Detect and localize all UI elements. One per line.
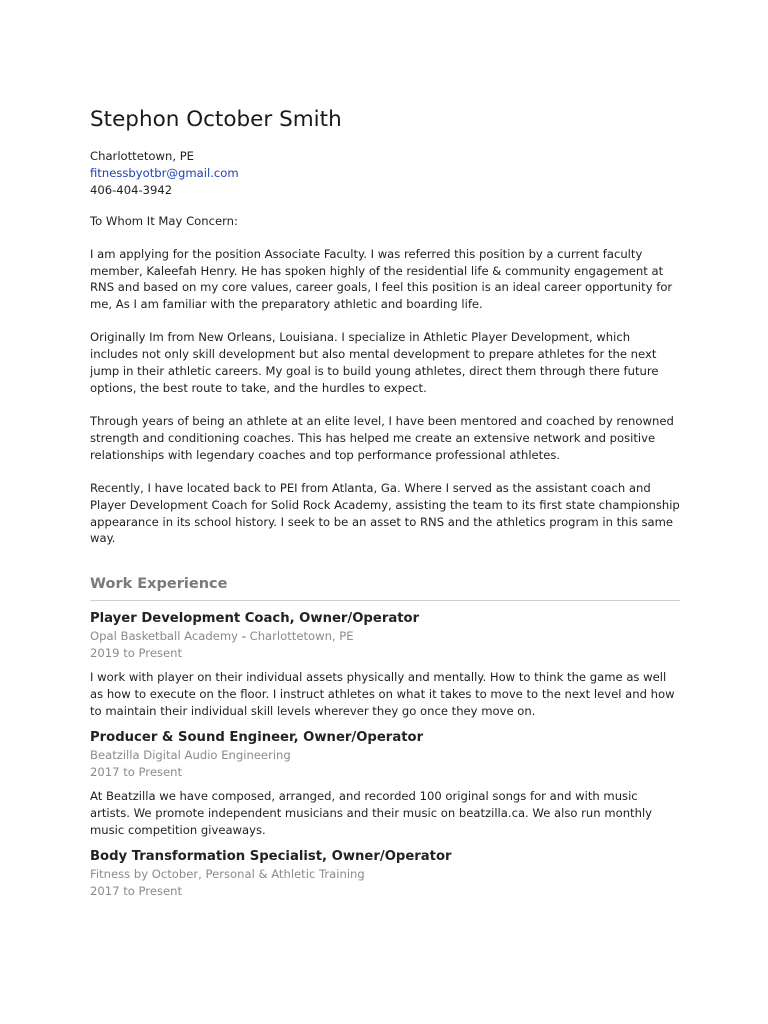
job-description: At Beatzilla we have composed, arranged, and recorded 100 original songs for and with music artists. We promote independent musicians and their music on beatzilla.ca. We also run monthly music competition giveaways. [90, 789, 653, 838]
job-organization [90, 628, 680, 645]
job-organization: Fitness by October, Personal & Athletic Training [90, 867, 365, 882]
letter-paragraph: Recently, I have located back to PEI from Atlanta, Ga. Where I served as the assistant coach and Player Development Coach for Solid Rock Academy, assisting the team to its first state championship appearance in its school history. I seek to be an asset to RNS and the athletics program in this same way. [90, 481, 680, 546]
letter-paragraph: I am applying for the position Associate Faculty. I was referred this position by a current faculty member, Kaleefah Henry. He has spoken highly of the residential life & community engagement at RNS and based on my core values, career goals, I feel this position is an ideal career opportunity for me, As I am familiar with the preparatory athletic and boarding life. [90, 246, 673, 312]
job-entry [90, 610, 680, 720]
job-organization: Beatzilla Digital Audio Engineering [90, 748, 291, 763]
email-link[interactable]: fitnessbyotbr@gmail.com [90, 166, 239, 180]
job-dates: 2019 to Present [90, 646, 183, 661]
job-title: Body Transformation Specialist, Owner/Operator [90, 849, 452, 865]
job-location: Charlottetown, PE [249, 629, 354, 644]
work-experience-heading: Work Experience [90, 576, 228, 593]
letter-paragraph: Through years of being an athlete at an elite level, I have been mentored and coached by renowned strength and conditioning coaches. This has helped me create an extensive network and positive relationships with legendary coaches and top performance professional athletes. [90, 414, 674, 462]
job-org-name: Opal Basketball Academy [90, 629, 239, 644]
applicant-name: Stephon October Smith [90, 107, 342, 132]
job-title: Player Development Coach, Owner/Operator [90, 611, 420, 627]
section-divider [90, 600, 680, 601]
job-description: I work with player on their individual assets physically and mentally. How to think the game as well as how to execute on the floor. I instruct athletes on what it takes to move to the next level and how to maintain their individual skill levels wherever they go once they move on. [90, 670, 675, 719]
letter-paragraph: Originally Im from New Orleans, Louisiana. I specialize in Athletic Player Development, which includes not only skill development but also mental development to prepare athletes for the next jump in their athletic careers. My goal is to build young athletes, direct them through there future options, the best route to take, and the hurdles to expect. [90, 330, 659, 395]
job-org-separator: - [241, 629, 246, 644]
job-dates: 2017 to Present [90, 884, 183, 899]
phone: 406-404-3942 [90, 183, 173, 197]
job-entry [90, 848, 680, 900]
job-entry [90, 729, 680, 839]
email-line [90, 165, 680, 182]
salutation: To Whom It May Concern: [90, 214, 238, 228]
job-dates: 2017 to Present [90, 765, 183, 780]
resume-content [90, 106, 680, 909]
job-title: Producer & Sound Engineer, Owner/Operator [90, 730, 424, 746]
location: Charlottetown, PE [90, 149, 195, 163]
